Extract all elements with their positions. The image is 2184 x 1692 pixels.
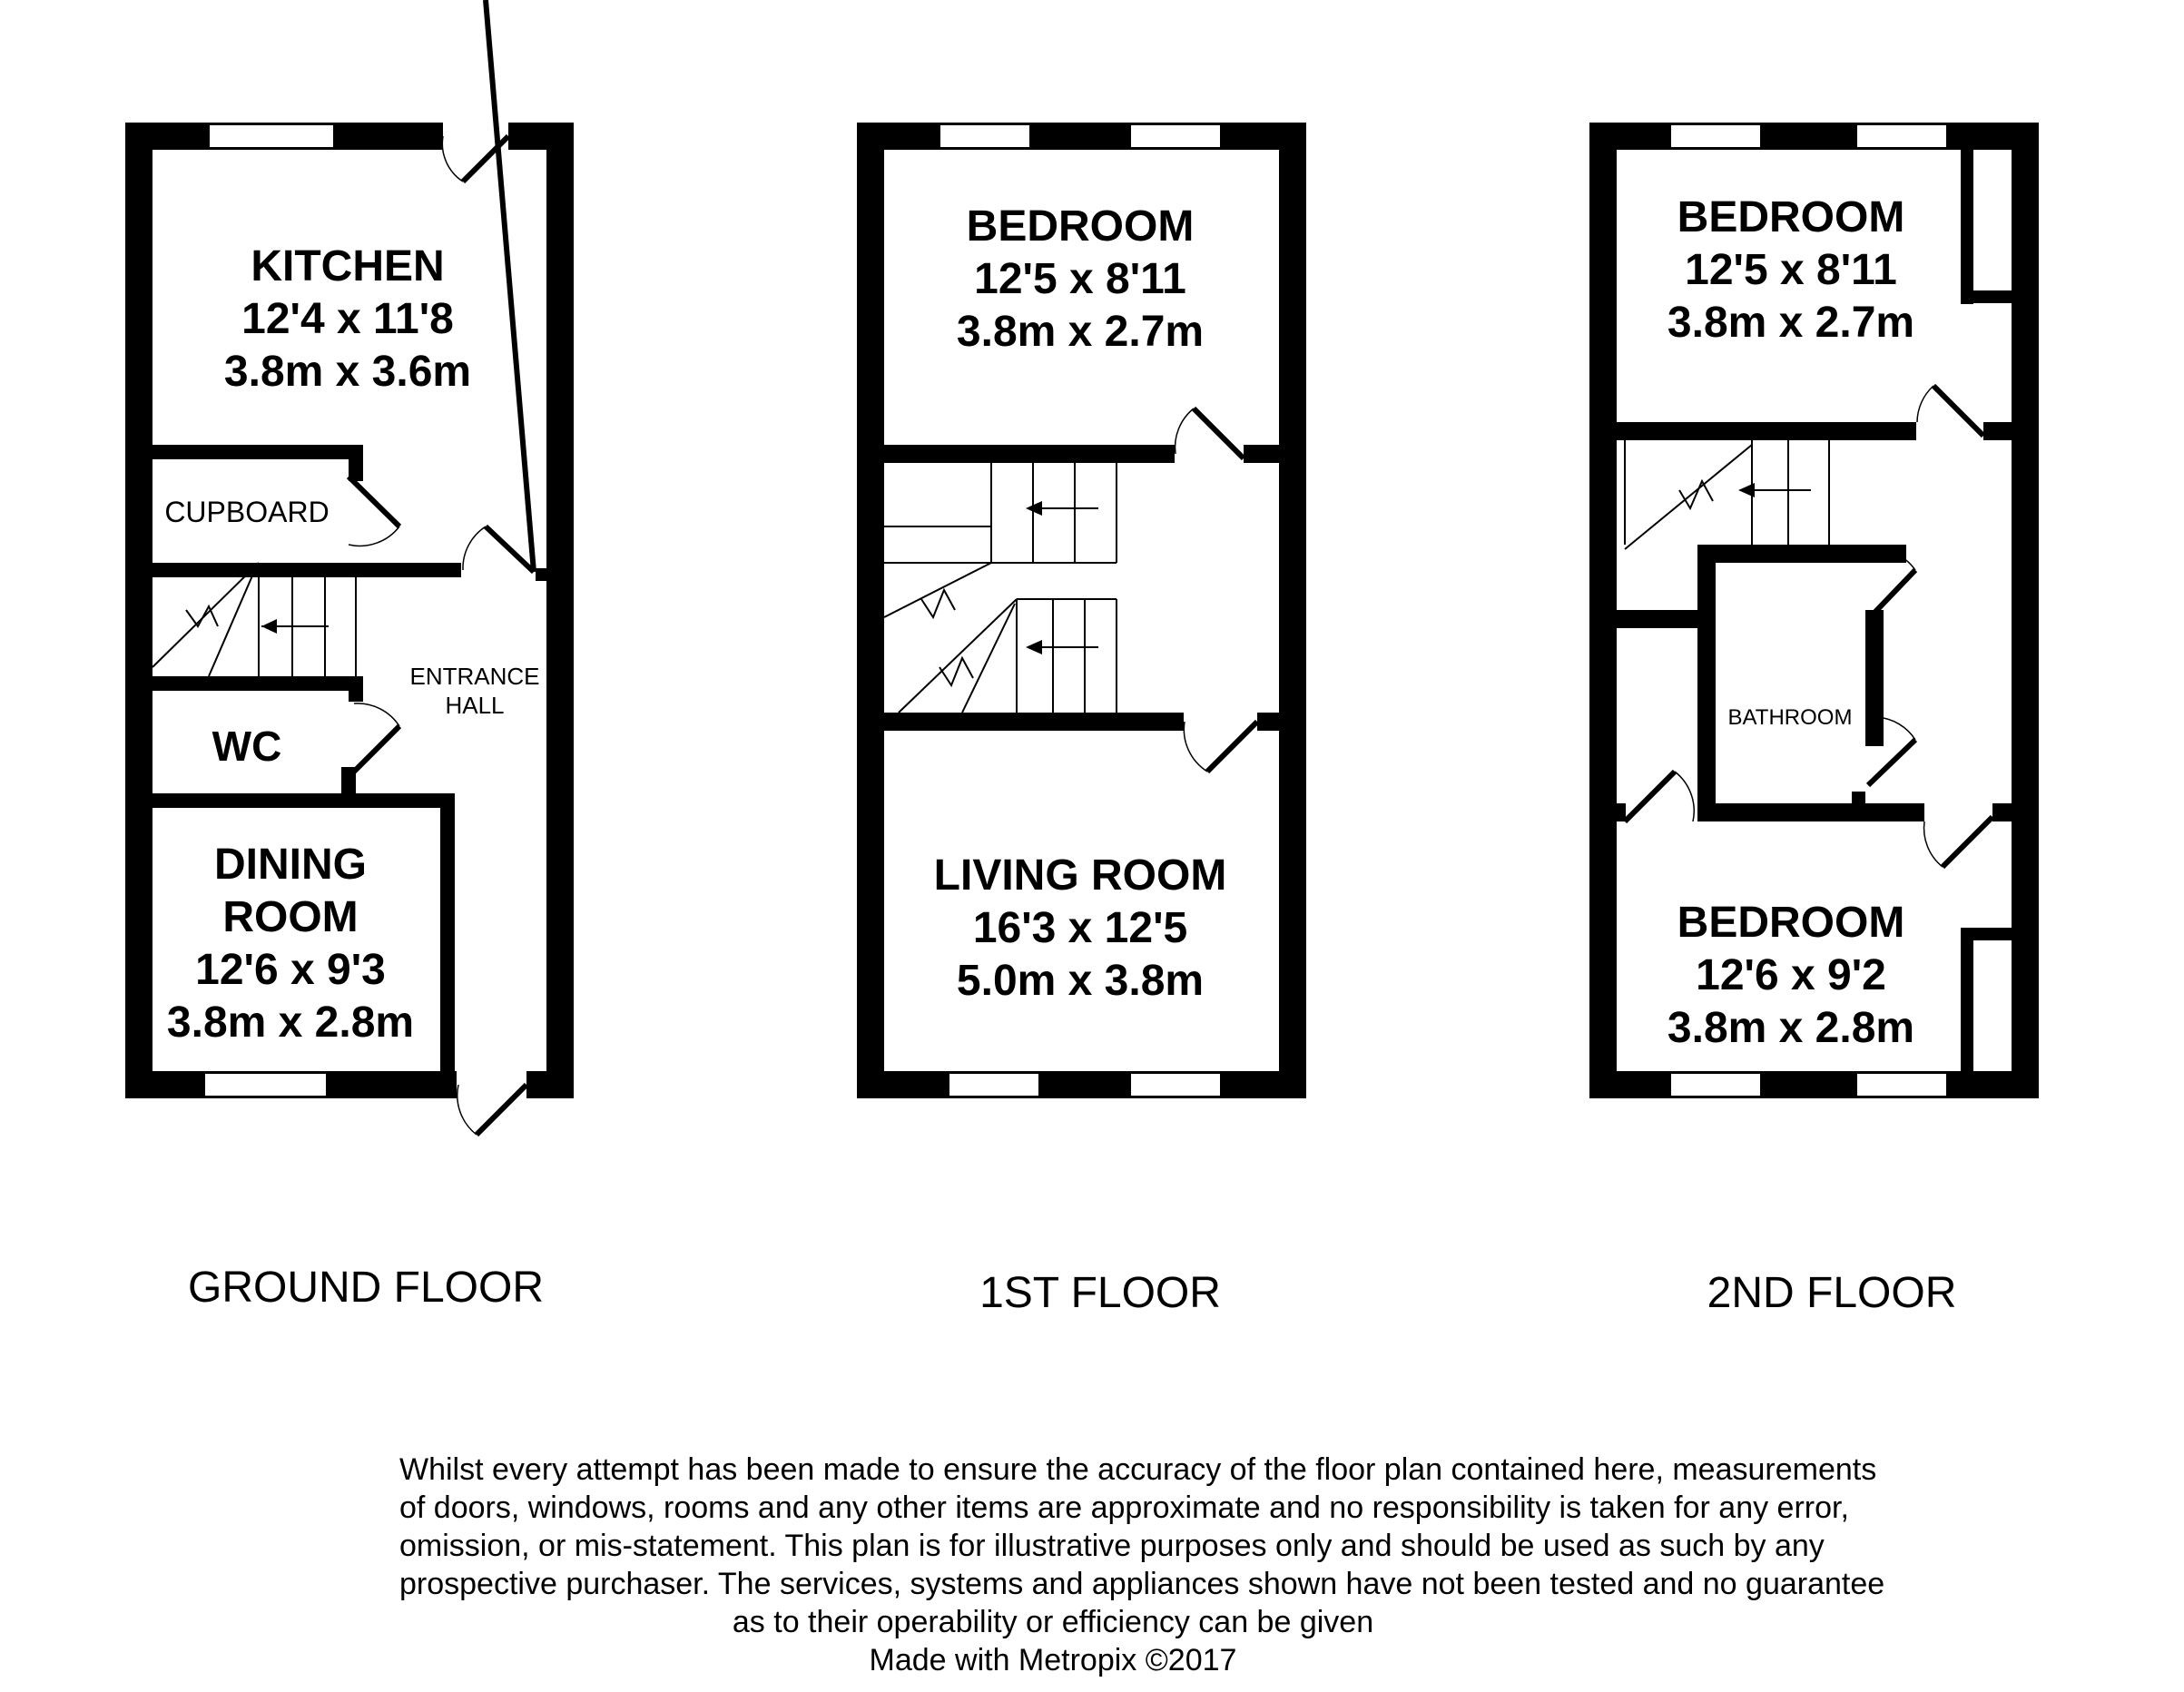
second-bedroom-top-metric: 3.8m x 2.7m (1667, 299, 1915, 347)
disclaimer-line: of doors, windows, rooms and any other items are approximate and no responsibility is taken for any error, (399, 1490, 1849, 1525)
first-floor-labels (934, 202, 1227, 1005)
second-bedroom-bottom-metric: 3.8m x 2.8m (1667, 1004, 1915, 1052)
disclaimer-line: prospective purchaser. The services, systems and appliances shown have not been tested and no guarantee (399, 1567, 1885, 1601)
first-floor-title: 1ST FLOOR (979, 1269, 1221, 1317)
floor-titles (188, 1264, 1956, 1317)
bathroom-label: BATHROOM (1727, 705, 1853, 730)
second-bedroom-bottom-imperial: 12'6 x 9'2 (1696, 951, 1886, 999)
kitchen-imperial: 12'4 x 11'8 (241, 295, 454, 343)
second-floor-title: 2ND FLOOR (1707, 1269, 1957, 1317)
entrance-hall-label-line1: ENTRANCE (409, 663, 540, 690)
second-floor-arrows (1738, 483, 1755, 497)
second-bedroom-top-imperial: 12'5 x 8'11 (1685, 246, 1897, 294)
ground-floor-plan (125, 0, 574, 1135)
kitchen-metric: 3.8m x 3.6m (223, 348, 472, 396)
second-floor-stairs (1625, 440, 1829, 549)
second-bedroom-bottom-name: BEDROOM (1677, 899, 1905, 947)
wc-label: WC (212, 723, 282, 770)
disclaimer-line: Whilst every attempt has been made to ensure the accuracy of the floor plan contained here, measurements (399, 1452, 1877, 1487)
dining-room-name-line1: DINING (214, 841, 367, 889)
ground-floor-title: GROUND FLOOR (187, 1264, 545, 1312)
second-bedroom-top-name: BEDROOM (1677, 193, 1905, 241)
ground-floor-stairs (152, 563, 356, 676)
second-floor-plan (1589, 123, 2039, 1098)
disclaimer-line: as to their operability or efficiency can be given (732, 1605, 1374, 1639)
dining-room-imperial: 12'6 x 9'3 (195, 946, 386, 994)
credit: Made with Metropix ©2017 (869, 1643, 1237, 1677)
first-bedroom-imperial: 12'5 x 8'11 (974, 255, 1186, 303)
dining-room-name-line2: ROOM (222, 893, 359, 941)
first-bedroom-metric: 3.8m x 2.7m (956, 308, 1205, 356)
living-room-name: LIVING ROOM (933, 851, 1227, 900)
kitchen-name: KITCHEN (251, 242, 445, 290)
first-floor-stairs (884, 463, 1117, 713)
living-room-metric: 5.0m x 3.8m (956, 957, 1205, 1005)
entrance-hall-label-line2: HALL (445, 692, 505, 719)
ground-floor-labels (164, 242, 539, 1047)
disclaimer-line: omission, or mis-statement. This plan is for illustrative purposes only and should be used as such by any (399, 1529, 1825, 1563)
cupboard-label: CUPBOARD (164, 496, 330, 528)
first-floor-plan (857, 123, 1306, 1098)
first-bedroom-name: BEDROOM (966, 202, 1195, 251)
living-room-imperial: 16'3 x 12'5 (972, 904, 1188, 952)
disclaimer (399, 1451, 1885, 1679)
dining-room-metric: 3.8m x 2.8m (166, 998, 415, 1047)
